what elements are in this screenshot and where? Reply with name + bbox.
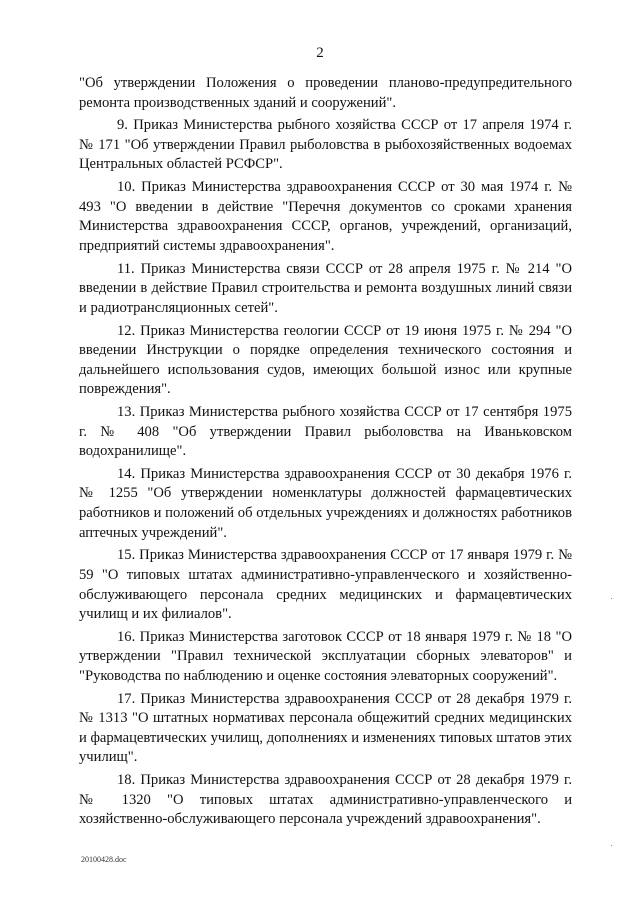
scan-speck	[611, 598, 612, 599]
document-body	[79, 74, 572, 833]
paragraph-item-10: 10. Приказ Министерства здравоохранения СССР от 30 мая 1974 г. № 493 "О введении в действие "Перечня документов со сроками хранения Министерства здравоохранения СССР, органов, учреждений, организаций, предприятий системы здравоохранения".	[79, 179, 572, 254]
footer-filename: 20100428.doc	[81, 855, 127, 864]
paragraph-item-13: 13. Приказ Министерства рыбного хозяйства СССР от 17 сентября 1975 г. № 408 "Об утверждении Правил рыболовства на Иваньковском водохранилище".	[79, 403, 572, 460]
paragraph-item-17: 17. Приказ Министерства здравоохранения СССР от 28 декабря 1979 г. № 1313 "О штатных нормативах персонала общежитий средних медицинских и фармацевтических училищ, дополнениях и изменениях типовых штатов этих училищ".	[79, 690, 572, 766]
paragraph-item-18: 18. Приказ Министерства здравоохранения СССР от 28 декабря 1979 г. № 1320 "О типовых штатах административно-управленческого и хозяйственно-обслуживающего персонала учреждений здравоохранения".	[79, 772, 572, 828]
paragraph-item-9: 9. Приказ Министерства рыбного хозяйства СССР от 17 апреля 1974 г. № 171 "Об утверждении Правил рыболовства в рыбохозяйственных водоемах Центральных областей РСФСР".	[79, 117, 572, 173]
page-number: 2	[316, 45, 324, 61]
paragraph-item-14: 14. Приказ Министерства здравоохранения СССР от 30 декабря 1976 г. № 1255 "Об утверждении номенклатуры должностей фармацевтических работников и положений об отдельных учреждениях и должностях работников аптечных учреждений".	[79, 465, 572, 541]
paragraph-item-15: 15. Приказ Министерства здравоохранения СССР от 17 января 1979 г. № 59 "О типовых штатах административно-управленческого и хозяйственно-обслуживающего персонала средних медицинских и фармацевтических училищ и их филиалов".	[79, 547, 572, 623]
paragraph-item-12: 12. Приказ Министерства геологии СССР от 19 июня 1975 г. № 294 "О введении Инструкции о порядке определения технического состояния и дальнейшего использования судов, имеющих большой износ или крупные повреждения".	[79, 322, 572, 398]
paragraph-item-11: 11. Приказ Министерства связи СССР от 28 апреля 1975 г. № 214 "О введении в действие Правил строительства и ремонта воздушных линий связи и радиотрансляционных сетей".	[79, 260, 572, 316]
paragraph-item-16: 16. Приказ Министерства заготовок СССР от 18 января 1979 г. № 18 "О утверждении "Правил технической эксплуатации сборных элеваторов" и "Руководства по наблюдению и оценке состояния элеваторных сооружений".	[79, 628, 572, 684]
scan-speck	[611, 845, 612, 846]
paragraph-continuation: "Об утверждении Положения о проведении планово-предупредительного ремонта производственных зданий и сооружений".	[79, 75, 572, 111]
